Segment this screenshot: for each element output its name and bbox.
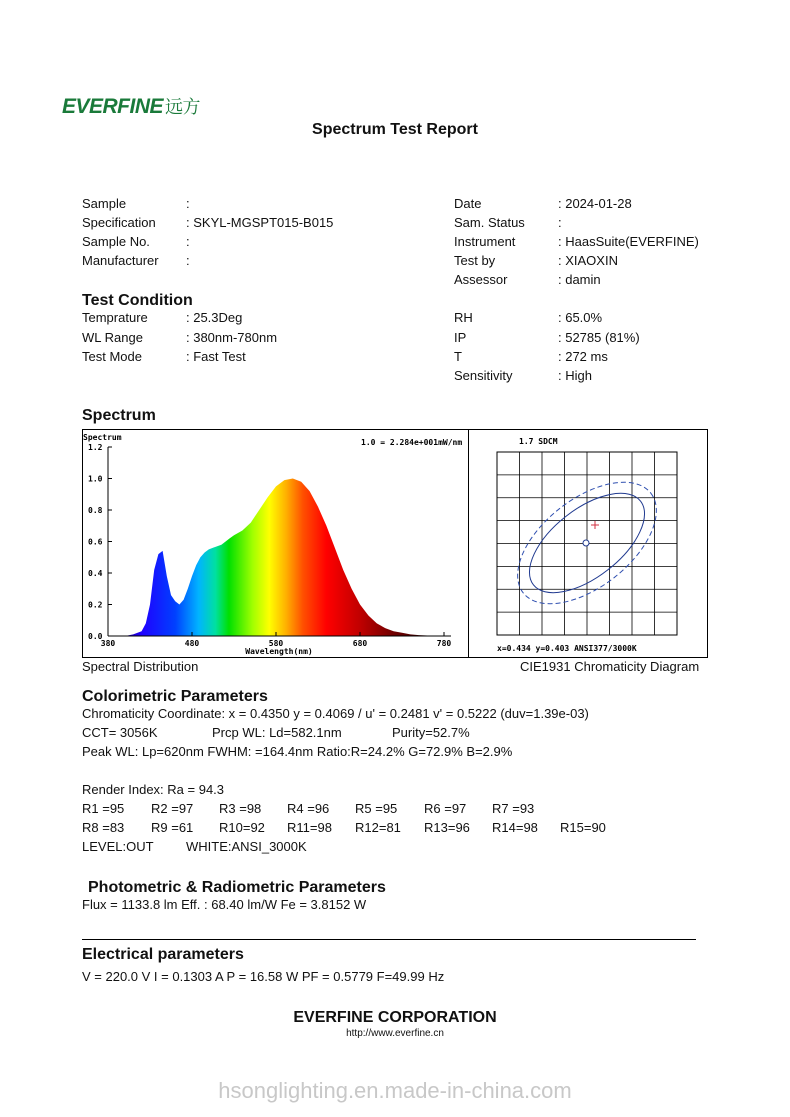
info-value: :	[186, 253, 190, 268]
logo-text: EVERFINE	[62, 95, 164, 118]
measured-point	[591, 521, 599, 529]
electrical-heading: Electrical parameters	[82, 946, 244, 963]
condition-label: WL Range	[82, 330, 143, 345]
r-value: R15=90	[560, 820, 606, 835]
section-divider	[82, 939, 696, 940]
condition-label: Temprature	[82, 310, 148, 325]
info-value: : HaasSuite(EVERFINE)	[558, 234, 699, 249]
r-value: R12=81	[355, 820, 401, 835]
info-value: :	[558, 215, 562, 230]
condition-value: : 25.3Deg	[186, 310, 243, 325]
info-label: Sam. Status	[454, 215, 525, 230]
x-tick-label: 580	[268, 639, 284, 648]
info-value: :	[186, 234, 190, 249]
r-value: R13=96	[424, 820, 470, 835]
prcp-value: Prcp WL: Ld=582.1nm	[212, 725, 342, 740]
chart-title: Spectrum	[83, 433, 122, 442]
cie-diagram-caption: CIE1931 Chromaticity Diagram	[520, 659, 700, 674]
condition-value: : 52785 (81%)	[558, 330, 640, 345]
info-value: : damin	[558, 272, 601, 287]
y-tick-label: 0.8	[88, 506, 103, 515]
white-value: WHITE:ANSI_3000K	[186, 839, 307, 854]
y-tick-label: 0.0	[88, 632, 103, 641]
chromaticity-line: Chromaticity Coordinate: x = 0.4350 y = 0.4069 / u' = 0.2481 v' = 0.5222 (duv=1.39e-03)	[82, 706, 589, 721]
y-tick-label: 0.4	[88, 569, 103, 578]
x-tick-label: 780	[436, 639, 452, 648]
info-label: Specification	[82, 215, 156, 230]
chromaticity-chart	[469, 430, 707, 657]
info-value: : SKYL-MGSPT015-B015	[186, 215, 334, 230]
test-condition-heading: Test Condition	[82, 292, 193, 309]
footer-company: EVERFINE CORPORATION	[293, 1009, 497, 1026]
info-label: Test by	[454, 253, 496, 268]
x-tick-label: 680	[352, 639, 368, 648]
footer-url: http://www.everfine.cn	[346, 1028, 444, 1039]
spectrum-chart	[83, 430, 467, 657]
photometric-heading: Photometric & Radiometric Parameters	[88, 879, 386, 896]
colorimetric-heading: Colorimetric Parameters	[82, 688, 268, 705]
render-index: Render Index: Ra = 94.3	[82, 782, 225, 797]
everfine-logo	[62, 93, 200, 119]
condition-value: : 380nm-780nm	[186, 330, 278, 345]
info-label: Manufacturer	[82, 253, 159, 268]
r-value: R7 =93	[492, 801, 535, 816]
r-value: R6 =97	[424, 801, 467, 816]
spectrum-area	[108, 479, 444, 637]
spectral-distribution-caption: Spectral Distribution	[82, 659, 199, 674]
r-value: R5 =95	[355, 801, 398, 816]
r-value: R8 =83	[82, 820, 125, 835]
condition-label: RH	[454, 310, 473, 325]
info-label: Date	[454, 196, 482, 211]
info-value: : 2024-01-28	[558, 196, 632, 211]
info-label: Sample	[82, 196, 127, 211]
condition-label: T	[454, 349, 462, 364]
electrical-line: V = 220.0 V I = 0.1303 A P = 16.58 W PF = 0.5779 F=49.99 Hz	[82, 969, 445, 984]
chart-annotation: 1.0 = 2.284e+001mW/nm	[361, 438, 463, 447]
logo-cn: 远方	[165, 97, 201, 117]
condition-value: : High	[558, 368, 592, 383]
x-tick-label: 380	[100, 639, 116, 648]
condition-value: : 65.0%	[558, 310, 603, 325]
r-value: R14=98	[492, 820, 538, 835]
r-value: R11=98	[287, 820, 332, 835]
r-value: R4 =96	[287, 801, 330, 816]
info-value: : XIAOXIN	[558, 253, 618, 268]
watermark: hsonglighting.en.made-in-china.com	[218, 1078, 572, 1103]
report-title: Spectrum Test Report	[312, 121, 478, 138]
condition-value: : 272 ms	[558, 349, 608, 364]
x-axis-label: Wavelength(nm)	[245, 647, 313, 656]
peak-line: Peak WL: Lp=620nm FWHM: =164.4nm Ratio:R=24.2% G=72.9% B=2.9%	[82, 744, 513, 759]
photometric-line: Flux = 1133.8 lm Eff. : 68.40 lm/W Fe = 3.8152 W	[82, 897, 367, 912]
condition-label: IP	[454, 330, 467, 345]
condition-label: Sensitivity	[454, 368, 513, 383]
spectrum-heading: Spectrum	[82, 407, 156, 424]
r-value: R1 =95	[82, 801, 125, 816]
r-value: R2 =97	[151, 801, 194, 816]
info-value: :	[186, 196, 190, 211]
y-tick-label: 1.2	[88, 443, 103, 452]
level-value: LEVEL:OUT	[82, 839, 154, 854]
x-tick-label: 480	[184, 639, 200, 648]
condition-value: : Fast Test	[186, 349, 246, 364]
info-label: Assessor	[454, 272, 508, 287]
r-value: R9 =61	[151, 820, 194, 835]
info-label: Instrument	[454, 234, 516, 249]
y-tick-label: 0.6	[88, 537, 103, 547]
r-value: R10=92	[219, 820, 265, 835]
y-tick-label: 1.0	[88, 474, 103, 484]
y-tick-label: 0.2	[88, 600, 103, 610]
r-value: R3 =98	[219, 801, 262, 816]
purity-value: Purity=52.7%	[392, 725, 470, 740]
chromaticity-annotation: x=0.434 y=0.403 ANSI377/3000K	[497, 644, 637, 653]
condition-label: Test Mode	[82, 349, 142, 364]
sdcm-title: 1.7 SDCM	[519, 437, 558, 446]
center-point	[583, 540, 589, 546]
cct-value: CCT= 3056K	[82, 725, 158, 740]
info-label: Sample No.	[82, 234, 150, 249]
